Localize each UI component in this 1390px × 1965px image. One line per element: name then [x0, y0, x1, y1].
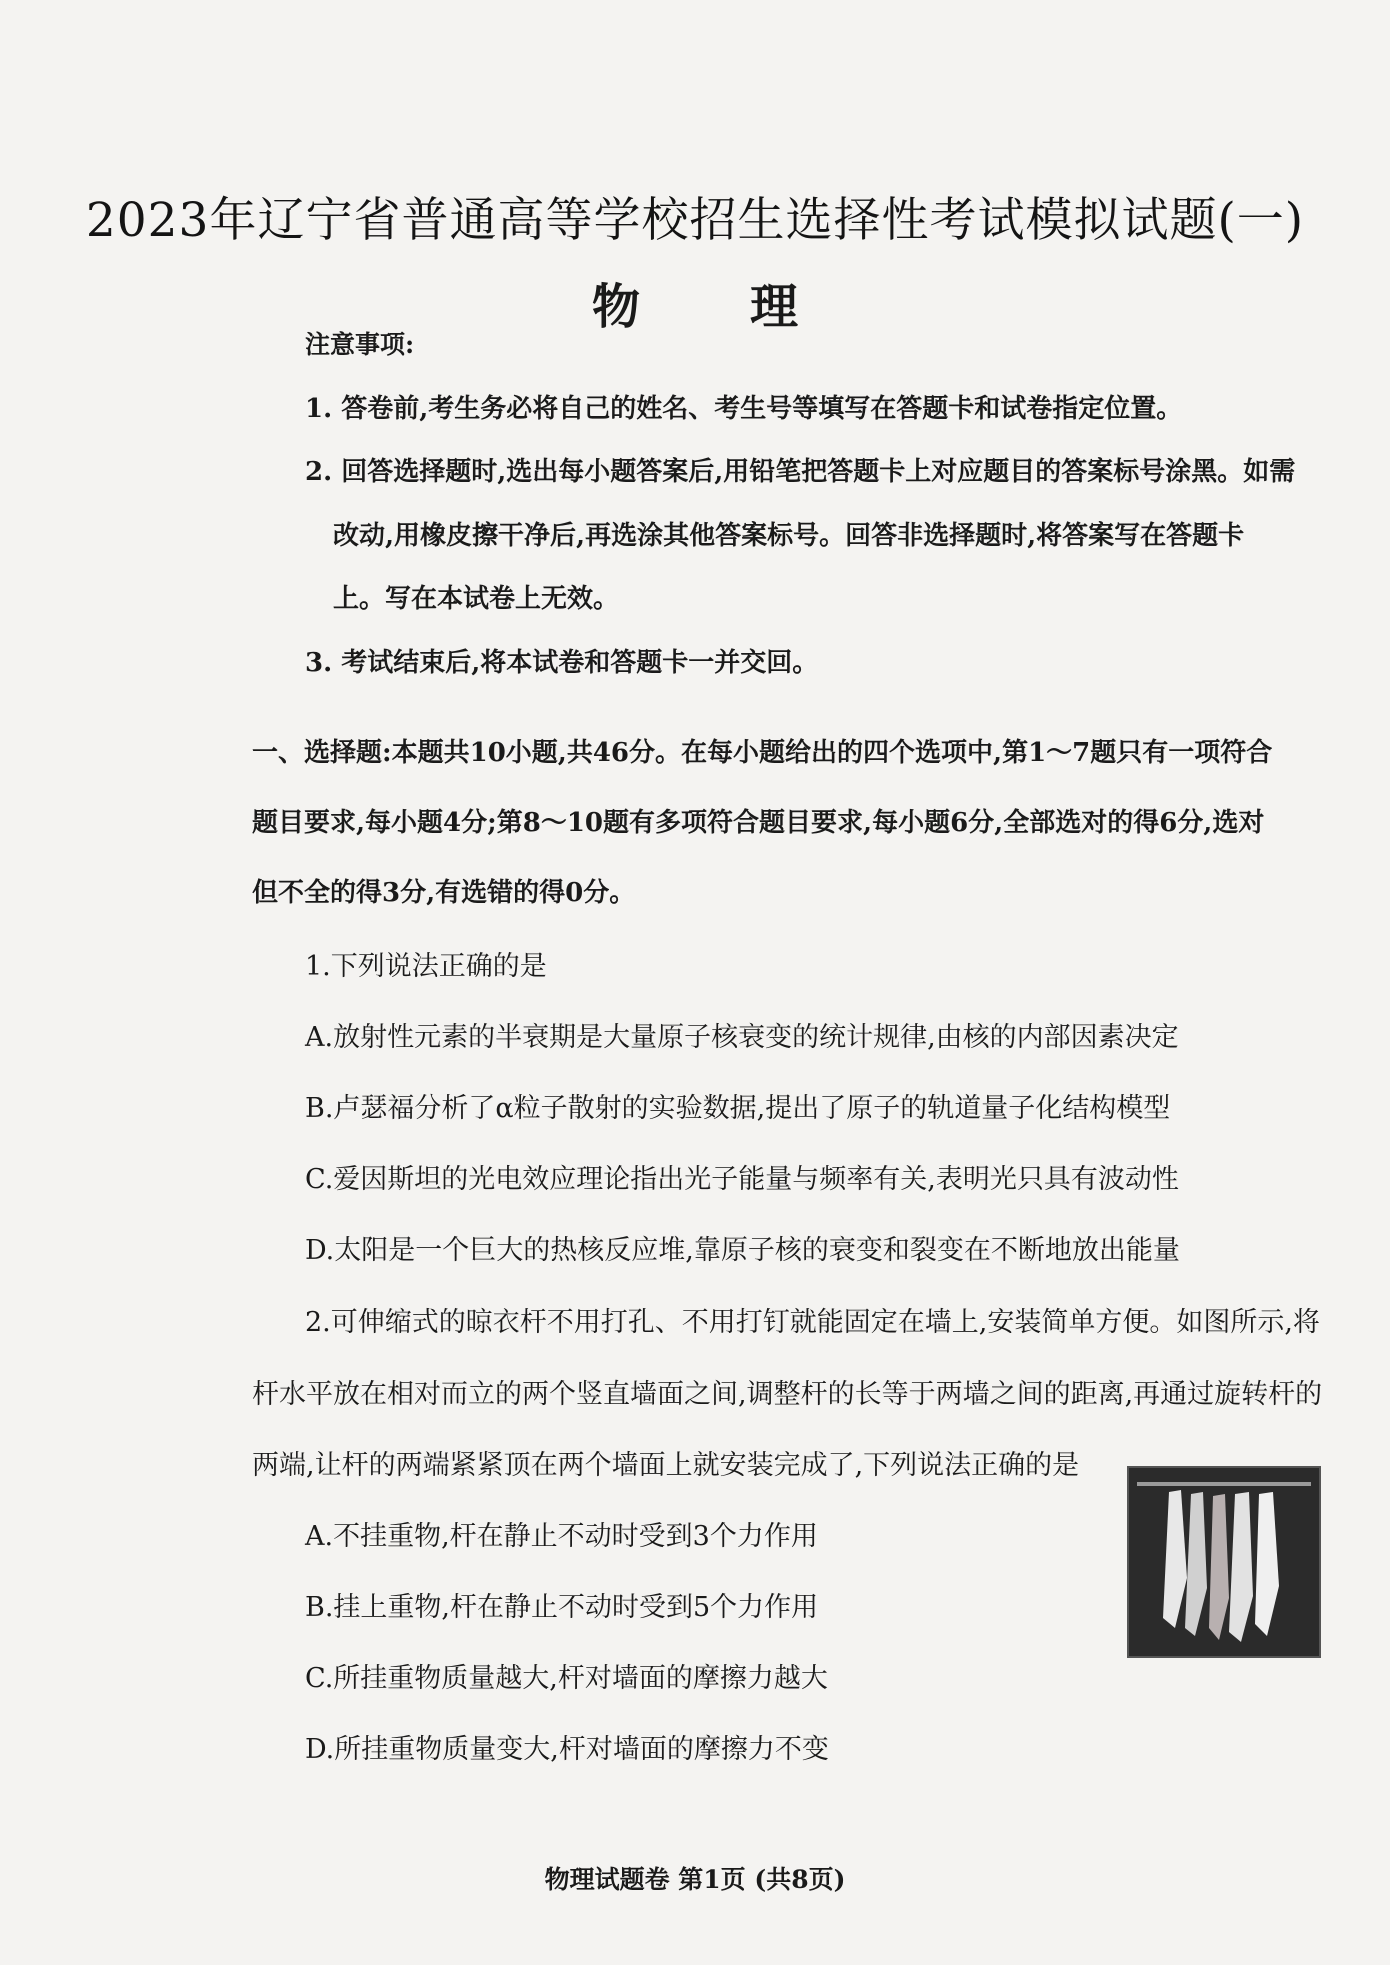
- q1-option-c: C.爱因斯坦的光电效应理论指出光子能量与频率有关,表明光只具有波动性: [305, 1164, 1179, 1195]
- q1-option-b: B.卢瑟福分析了α粒子散射的实验数据,提出了原子的轨道量子化结构模型: [305, 1093, 1171, 1124]
- q2-option-c: C.所挂重物质量越大,杆对墙面的摩擦力越大: [305, 1663, 828, 1694]
- subject-title: 物理: [591, 279, 908, 335]
- q2-option-d: D.所挂重物质量变大,杆对墙面的摩擦力不变: [305, 1734, 829, 1765]
- page-footer: 物理试题卷 第1页 (共8页): [544, 1865, 846, 1894]
- note-item-3: 3. 考试结束后,将本试卷和答题卡一并交回。: [305, 648, 819, 678]
- section-1-line-2: 题目要求,每小题4分;第8～10题有多项符合题目要求,每小题6分,全部选对的得6分,选对: [252, 808, 1265, 838]
- section-1-line-3: 但不全的得3分,有选错的得0分。: [252, 878, 636, 908]
- clothes-rack-photo: [1127, 1466, 1321, 1658]
- q1-option-d: D.太阳是一个巨大的热核反应堆,靠原子核的衰变和裂变在不断地放出能量: [305, 1235, 1180, 1266]
- section-1-line-1: 一、选择题:本题共10小题,共46分。在每小题给出的四个选项中,第1～7题只有一项符合: [252, 738, 1273, 768]
- note-item-1: 1. 答卷前,考生务必将自己的姓名、考生号等填写在答题卡和试卷指定位置。: [305, 394, 1183, 424]
- note-item-2-cont: 改动,用橡皮擦干净后,再选涂其他答案标号。回答非选择题时,将答案写在答题卡: [333, 521, 1245, 551]
- q1-option-a: A.放射性元素的半衰期是大量原子核衰变的统计规律,由核的内部因素决定: [305, 1022, 1179, 1053]
- note-item-2-cont2: 上。写在本试卷上无效。: [333, 584, 620, 614]
- clothes-rack-illustration: [1129, 1468, 1319, 1656]
- q2-stem-line-3: 两端,让杆的两端紧紧顶在两个墙面上就安装完成了,下列说法正确的是: [252, 1450, 1080, 1481]
- q2-stem-line-1: 2.可伸缩式的晾衣杆不用打孔、不用打钉就能固定在墙上,安装简单方便。如图所示,将: [305, 1307, 1320, 1338]
- q2-option-b: B.挂上重物,杆在静止不动时受到5个力作用: [305, 1592, 819, 1623]
- exam-title: 2023年辽宁省普通高等学校招生选择性考试模拟试题(一): [85, 193, 1305, 248]
- q2-option-a: A.不挂重物,杆在静止不动时受到3个力作用: [305, 1521, 818, 1552]
- notes-heading: 注意事项:: [305, 330, 415, 359]
- q2-stem-line-2: 杆水平放在相对而立的两个竖直墙面之间,调整杆的长等于两墙之间的距离,再通过旋转杆的: [252, 1379, 1323, 1410]
- q1-stem: 1.下列说法正确的是: [305, 951, 547, 982]
- note-item-2: 2. 回答选择题时,选出每小题答案后,用铅笔把答题卡上对应题目的答案标号涂黑。如需: [305, 457, 1296, 487]
